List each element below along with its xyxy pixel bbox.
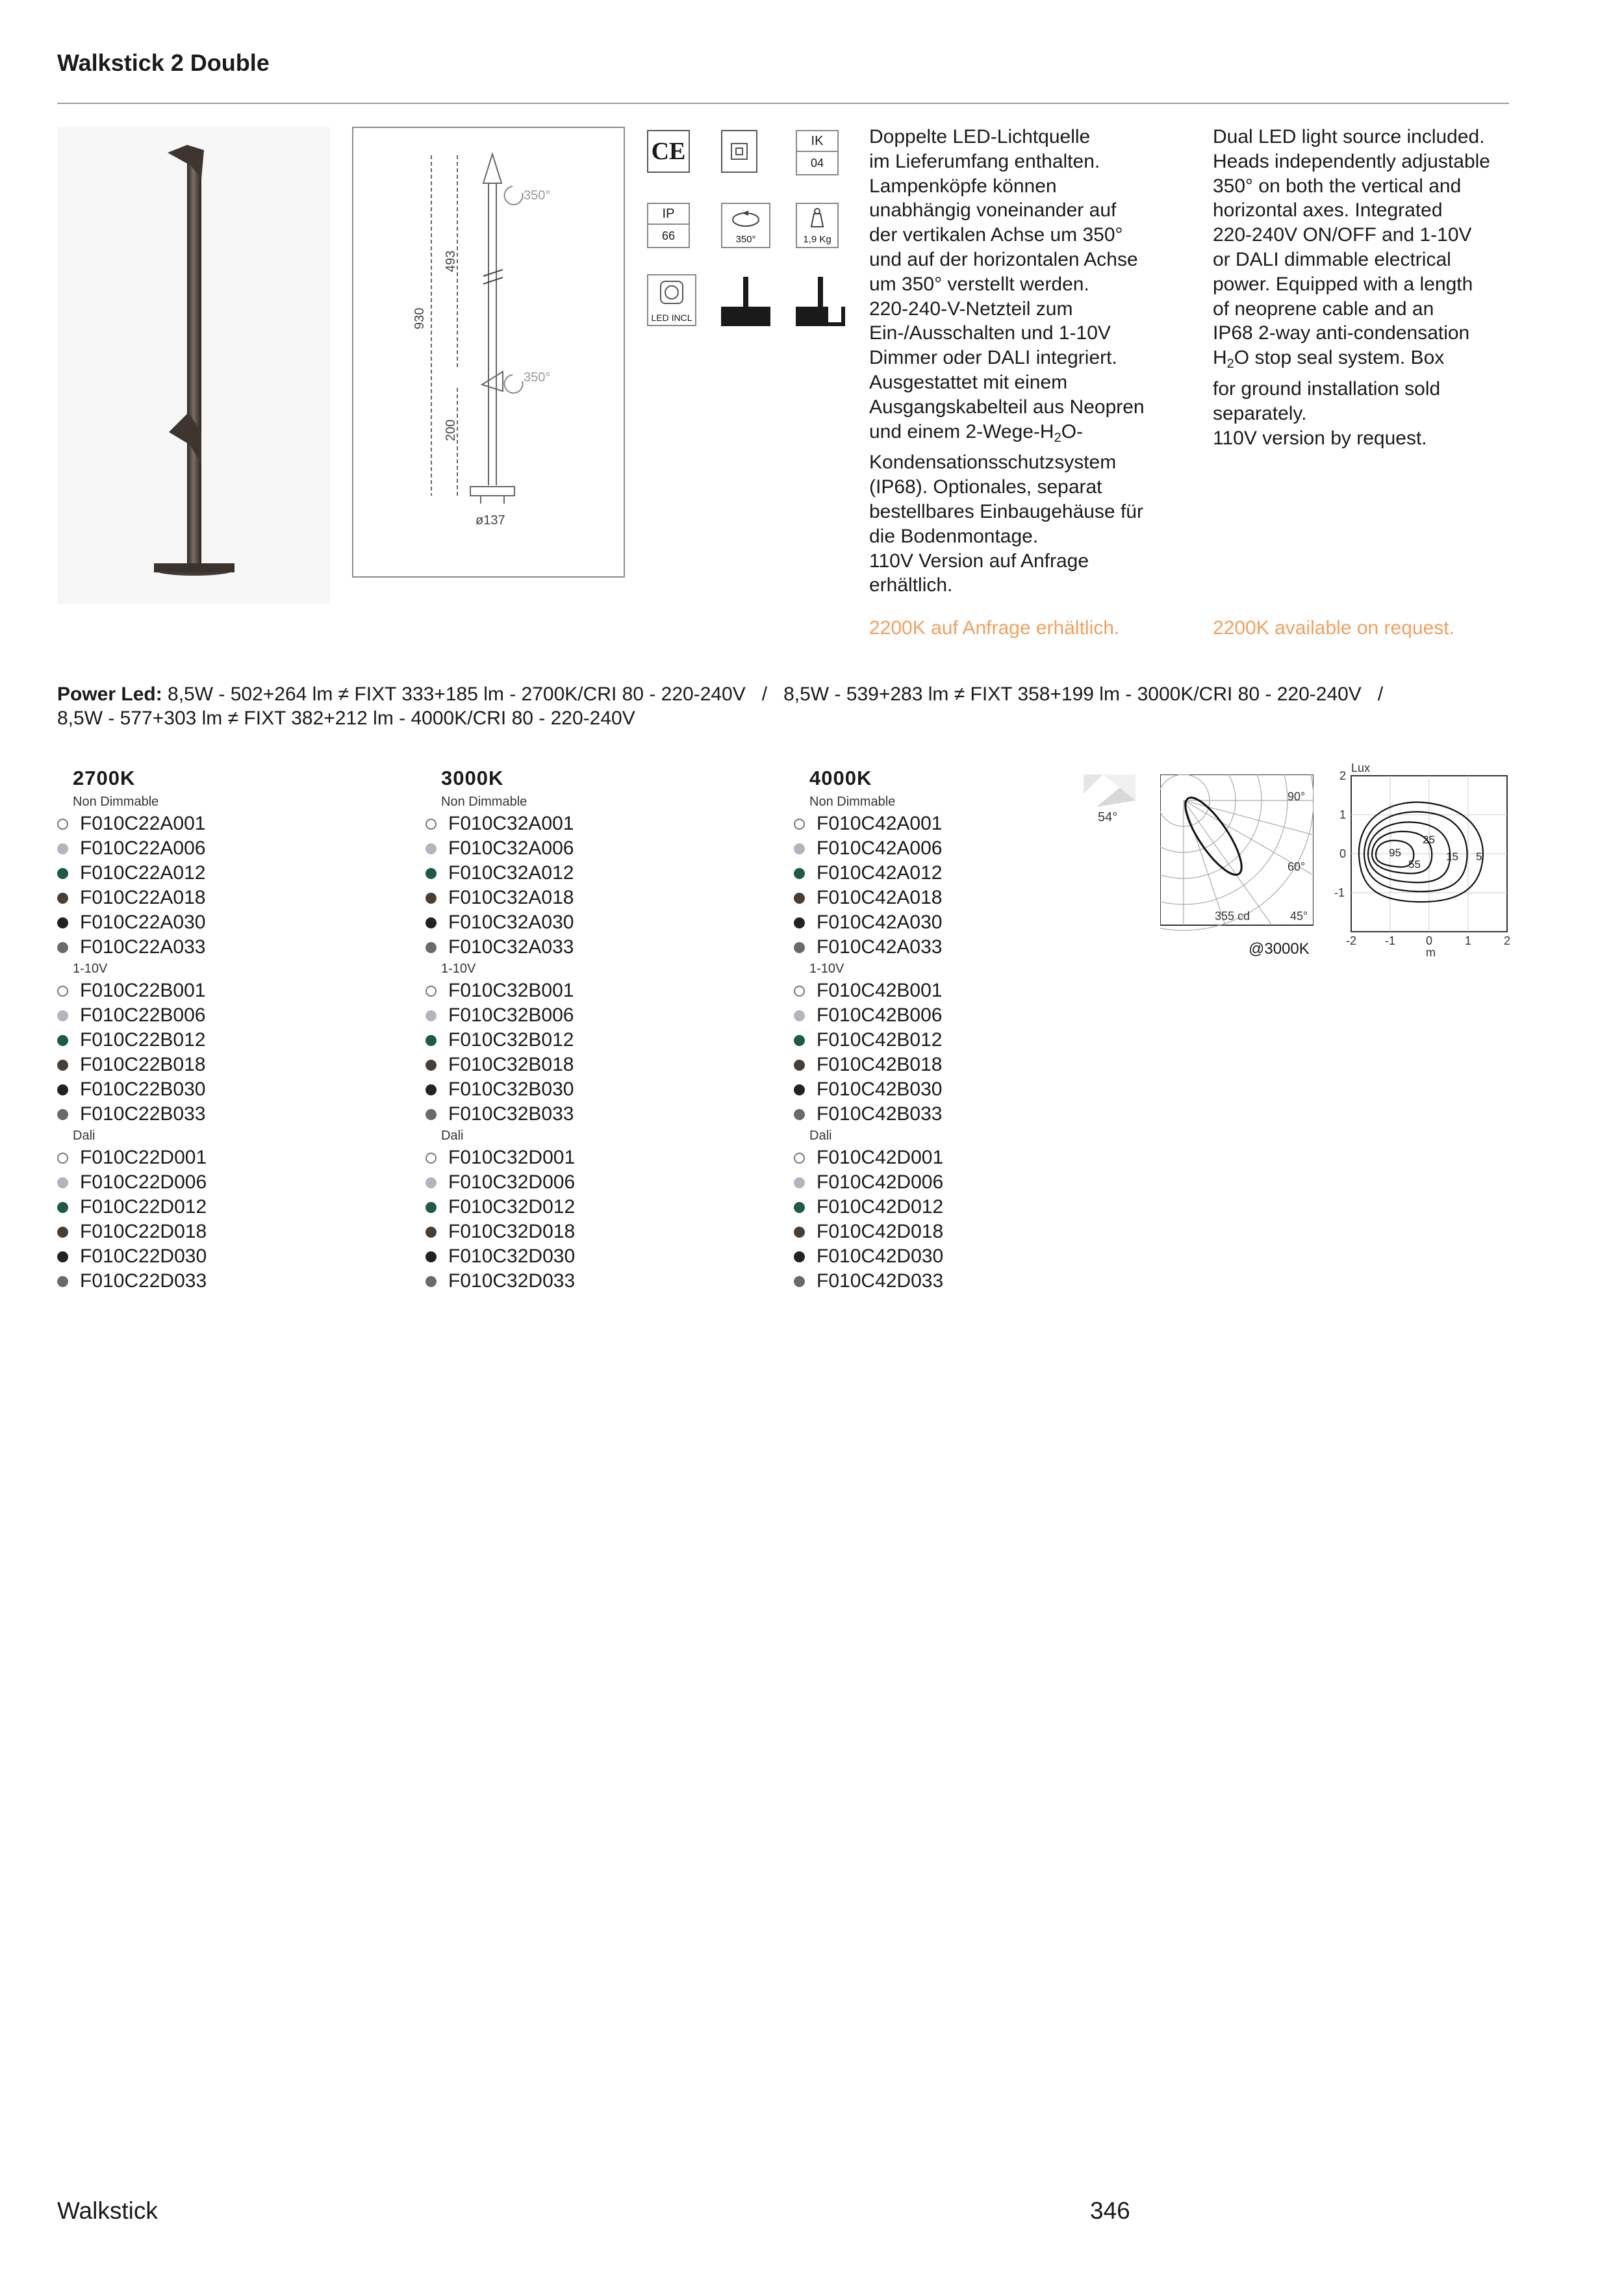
weight-icon bbox=[796, 203, 839, 248]
rotation-value: 350° bbox=[735, 234, 756, 245]
led-included-label: LED INCL bbox=[651, 313, 692, 323]
description-line: im Lieferumfang enthalten. bbox=[869, 150, 1100, 172]
product-code-row bbox=[57, 910, 207, 935]
finish-color-swatch bbox=[57, 1153, 68, 1164]
description-line: der vertikalen Achse um 350° bbox=[869, 224, 1123, 246]
product-code: F010C42B006 bbox=[817, 1004, 943, 1026]
finish-color-swatch bbox=[57, 986, 68, 997]
product-code-row bbox=[425, 886, 575, 910]
description-line: unabhängig voneinander auf bbox=[869, 199, 1117, 222]
product-code: F010C42B018 bbox=[817, 1054, 943, 1075]
ce-mark-text: CE bbox=[651, 138, 686, 165]
class-ii-icon bbox=[721, 130, 757, 173]
product-code: F010C22A012 bbox=[80, 862, 206, 884]
group-label: Dali bbox=[441, 1129, 464, 1143]
description-line: die Bodenmontage. bbox=[869, 525, 1039, 547]
lux-x1: -1 bbox=[1385, 934, 1396, 947]
description-line: of neoprene cable and an bbox=[1213, 298, 1434, 320]
finish-color-swatch bbox=[794, 893, 805, 904]
description-line: separately. bbox=[1213, 402, 1307, 424]
product-code: F010C22D018 bbox=[80, 1221, 207, 1242]
finish-color-swatch bbox=[794, 1202, 805, 1213]
finish-color-swatch bbox=[425, 1109, 437, 1120]
product-code: F010C22A030 bbox=[80, 912, 206, 933]
weight-value: 1,9 Kg bbox=[803, 234, 831, 245]
power-label: Power Led: bbox=[57, 683, 162, 705]
polar-45: 45° bbox=[1290, 910, 1308, 923]
product-code: F010C22D012 bbox=[80, 1196, 207, 1218]
lux-x3: 1 bbox=[1465, 934, 1472, 947]
dim-upper: 493 bbox=[444, 250, 458, 272]
codes-column-3000k bbox=[425, 767, 575, 1294]
product-code: F010C42A018 bbox=[817, 887, 943, 908]
lux-x2: 0 bbox=[1426, 934, 1433, 947]
product-code-row bbox=[425, 1170, 575, 1195]
product-code-row bbox=[425, 978, 575, 1003]
product-code-row bbox=[794, 1269, 943, 1294]
footer-section: Walkstick bbox=[57, 2197, 158, 2224]
finish-color-swatch bbox=[794, 843, 805, 854]
description-de-lines-2 bbox=[869, 450, 1194, 598]
polar-diagram bbox=[1160, 774, 1313, 937]
product-code-row bbox=[57, 1145, 207, 1170]
product-code: F010C22D006 bbox=[80, 1171, 207, 1193]
finish-color-swatch bbox=[57, 868, 68, 879]
finish-color-swatch bbox=[794, 1276, 805, 1287]
description-line: or DALI dimmable electrical bbox=[1213, 248, 1451, 270]
description-line: 110V Version auf Anfrage bbox=[869, 550, 1089, 572]
finish-color-swatch bbox=[57, 1177, 68, 1188]
product-code: F010C42A030 bbox=[817, 912, 943, 933]
dim-lower: 200 bbox=[444, 419, 458, 441]
column-title: 3000K bbox=[441, 767, 504, 789]
product-code-row bbox=[794, 978, 943, 1003]
floor-mount-icon bbox=[721, 274, 770, 326]
finish-color-swatch bbox=[794, 1109, 805, 1120]
lux-x0: -2 bbox=[1346, 934, 1357, 947]
page-title: Walkstick 2 Double bbox=[57, 49, 270, 76]
product-code: F010C32D030 bbox=[448, 1246, 576, 1267]
product-code-row bbox=[57, 1170, 207, 1195]
finish-color-swatch bbox=[794, 1010, 805, 1021]
lux-ym1: -1 bbox=[1334, 886, 1345, 899]
description-line: Lampenköpfe können bbox=[869, 175, 1057, 197]
product-code-row bbox=[794, 1053, 943, 1077]
product-code-row bbox=[425, 1077, 575, 1102]
finish-color-swatch bbox=[57, 1035, 68, 1046]
product-code-row bbox=[425, 1028, 575, 1053]
product-code: F010C42B012 bbox=[817, 1029, 943, 1051]
product-code-row bbox=[425, 1053, 575, 1077]
product-code: F010C22D001 bbox=[80, 1147, 207, 1168]
product-code: F010C22D033 bbox=[80, 1270, 207, 1292]
product-code: F010C32D006 bbox=[448, 1171, 576, 1193]
group-label: Non Dimmable bbox=[441, 795, 527, 809]
description-line: horizontal axes. Integrated bbox=[1213, 199, 1443, 222]
dim-diameter: ø137 bbox=[476, 513, 505, 528]
product-code: F010C32A006 bbox=[448, 837, 574, 859]
polar-cd: 355 cd bbox=[1215, 910, 1250, 923]
description-en-lines-2 bbox=[1213, 377, 1538, 450]
product-code-row bbox=[57, 978, 207, 1003]
finish-color-swatch bbox=[57, 819, 68, 830]
product-code-row bbox=[794, 1102, 943, 1127]
product-code: F010C22A018 bbox=[80, 887, 206, 908]
product-code-row bbox=[794, 1028, 943, 1053]
lux-y2: 2 bbox=[1339, 769, 1347, 782]
description-line: 220-240-V-Netzteil zum bbox=[869, 298, 1073, 320]
description-line: und auf der horizontalen Achse bbox=[869, 248, 1138, 270]
finish-color-swatch bbox=[57, 1202, 68, 1213]
finish-color-swatch bbox=[57, 1084, 68, 1095]
description-line: Kondensationsschutzsystem bbox=[869, 452, 1117, 474]
ip-label: IP bbox=[648, 204, 689, 225]
finish-color-swatch bbox=[794, 1251, 805, 1262]
description-line: power. Equipped with a length bbox=[1213, 273, 1473, 295]
product-code: F010C32A030 bbox=[448, 912, 574, 933]
note-de: 2200K auf Anfrage erhältlich. bbox=[869, 617, 1120, 639]
finish-color-swatch bbox=[794, 868, 805, 879]
description-en-h2o-line: $H_2O$ stop seal system. Box bbox=[1213, 347, 1445, 372]
lux-level-95: 95 bbox=[1389, 847, 1401, 859]
product-code-row bbox=[57, 1195, 207, 1220]
beam-angle-icon bbox=[1084, 774, 1136, 826]
product-code: F010C32B030 bbox=[448, 1079, 574, 1100]
description-line: Dual LED light source included. bbox=[1213, 126, 1485, 147]
product-code: F010C32A001 bbox=[448, 813, 574, 834]
group-label: 1-10V bbox=[809, 962, 844, 976]
finish-color-swatch bbox=[794, 917, 805, 928]
finish-color-swatch bbox=[425, 819, 437, 830]
product-code: F010C42B001 bbox=[817, 980, 943, 1001]
product-code: F010C42A012 bbox=[817, 862, 943, 884]
finish-color-swatch bbox=[57, 1060, 68, 1071]
polar-60: 60° bbox=[1288, 860, 1306, 873]
finish-color-swatch bbox=[425, 1276, 437, 1287]
column-title: 2700K bbox=[73, 767, 136, 789]
description-line: um 350° verstellt werden. bbox=[869, 273, 1089, 295]
page-number: 346 bbox=[1090, 2197, 1130, 2224]
product-code: F010C32B018 bbox=[448, 1054, 574, 1075]
lux-level-25: 25 bbox=[1423, 834, 1435, 846]
polar-reference: @3000K bbox=[1249, 940, 1310, 958]
note-en: 2200K available on request. bbox=[1213, 617, 1454, 639]
lux-y1: 1 bbox=[1339, 808, 1347, 821]
ik-rating-icon bbox=[796, 130, 839, 175]
description-de-lines bbox=[869, 125, 1194, 420]
product-code: F010C42D030 bbox=[817, 1246, 944, 1267]
product-code-row bbox=[794, 910, 943, 935]
column-title: 4000K bbox=[809, 767, 872, 789]
product-code-row bbox=[425, 1003, 575, 1028]
codes-column-4000k bbox=[794, 767, 943, 1294]
product-code-row bbox=[794, 935, 943, 960]
product-code: F010C22B030 bbox=[80, 1079, 206, 1100]
product-code: F010C42B030 bbox=[817, 1079, 943, 1100]
product-code-row bbox=[57, 1028, 207, 1053]
finish-color-swatch bbox=[425, 1153, 437, 1164]
product-code: F010C32A018 bbox=[448, 887, 574, 908]
lux-level-55: 55 bbox=[1408, 858, 1421, 871]
product-code-row bbox=[57, 1269, 207, 1294]
product-code: F010C22A006 bbox=[80, 837, 206, 859]
ip-value: 66 bbox=[661, 229, 676, 242]
finish-color-swatch bbox=[57, 843, 68, 854]
finish-color-swatch bbox=[794, 986, 805, 997]
finish-color-swatch bbox=[425, 1177, 437, 1188]
finish-color-swatch bbox=[57, 1109, 68, 1120]
description-en bbox=[1213, 125, 1538, 450]
finish-color-swatch bbox=[425, 868, 437, 879]
lux-level-15: 15 bbox=[1446, 850, 1458, 863]
finish-color-swatch bbox=[57, 1227, 68, 1238]
product-code-row bbox=[425, 861, 575, 886]
description-line: (IP68). Optionales, separat bbox=[869, 476, 1102, 498]
product-code-row bbox=[794, 1077, 943, 1102]
finish-color-swatch bbox=[794, 1227, 805, 1238]
product-code: F010C32D012 bbox=[448, 1196, 576, 1218]
description-line: Ausgangskabelteil aus Neopren bbox=[869, 396, 1145, 418]
description-line: Dimmer oder DALI integriert. bbox=[869, 347, 1117, 369]
product-code-row bbox=[57, 1220, 207, 1244]
product-code: F010C32B001 bbox=[448, 980, 574, 1001]
description-line: erhältlich. bbox=[869, 574, 953, 596]
power-line-1: 8,5W - 502+264 lm ≠ FIXT 333+185 lm - 2700K/CRI 80 - 220-240V / 8,5W - 539+283 lm ≠ FIXT 358+199 lm - 3000K/CRI 80 - 220-240V / bbox=[162, 683, 1384, 705]
product-code: F010C32A033 bbox=[448, 936, 574, 958]
product-code-row bbox=[57, 811, 207, 836]
description-line: Ein-/Ausschalten und 1-10V bbox=[869, 322, 1111, 344]
lux-level-5: 5 bbox=[1476, 850, 1482, 863]
lux-y0: 0 bbox=[1339, 847, 1347, 860]
group-label: Non Dimmable bbox=[809, 795, 896, 809]
group-label: Non Dimmable bbox=[73, 795, 159, 809]
description-de-h2o-line: und einem $2-Wege-H_2O-$ bbox=[869, 420, 1084, 445]
dim-total: 930 bbox=[412, 307, 427, 329]
product-code: F010C22B001 bbox=[80, 980, 206, 1001]
product-code-row bbox=[425, 836, 575, 861]
product-code: F010C32D001 bbox=[448, 1147, 576, 1168]
finish-color-swatch bbox=[425, 893, 437, 904]
codes-column-2700k bbox=[57, 767, 207, 1294]
dim-rotation-mid: 350° bbox=[524, 370, 551, 385]
product-code-row bbox=[425, 1145, 575, 1170]
ip-rating-icon bbox=[647, 203, 690, 248]
description-line: 110V version by request. bbox=[1213, 427, 1427, 449]
finish-color-swatch bbox=[794, 1153, 805, 1164]
product-code: F010C32A012 bbox=[448, 862, 574, 884]
product-code: F010C42A006 bbox=[817, 837, 943, 859]
product-code: F010C42A001 bbox=[817, 813, 943, 834]
finish-color-swatch bbox=[425, 1202, 437, 1213]
group-label: 1-10V bbox=[73, 962, 108, 976]
product-code-row bbox=[57, 886, 207, 910]
description-line: Doppelte LED-Lichtquelle bbox=[869, 126, 1091, 147]
product-code-row bbox=[57, 1077, 207, 1102]
ce-mark-icon bbox=[647, 130, 690, 173]
product-code: F010C22B006 bbox=[80, 1004, 206, 1026]
product-code: F010C22A001 bbox=[80, 813, 206, 834]
finish-color-swatch bbox=[57, 1010, 68, 1021]
product-code: F010C32B012 bbox=[448, 1029, 574, 1051]
product-code-row bbox=[425, 1195, 575, 1220]
ik-label: IK bbox=[797, 131, 837, 152]
product-code: F010C42B033 bbox=[817, 1103, 943, 1125]
group-label: 1-10V bbox=[441, 962, 476, 976]
product-code-row bbox=[57, 1003, 207, 1028]
finish-color-swatch bbox=[425, 986, 437, 997]
finish-color-swatch bbox=[425, 1035, 437, 1046]
product-code-row bbox=[57, 935, 207, 960]
header-divider bbox=[57, 103, 1509, 104]
product-code-row bbox=[794, 1170, 943, 1195]
description-line: 350° on both the vertical and bbox=[1213, 175, 1462, 197]
product-code: F010C42D033 bbox=[817, 1270, 944, 1292]
product-photo bbox=[57, 127, 330, 604]
product-code-row bbox=[794, 1244, 943, 1269]
product-code-row bbox=[425, 1102, 575, 1127]
product-code: F010C32B006 bbox=[448, 1004, 574, 1026]
product-code-row bbox=[425, 910, 575, 935]
finish-color-swatch bbox=[57, 942, 68, 953]
finish-color-swatch bbox=[425, 942, 437, 953]
description-line: for ground installation sold bbox=[1213, 377, 1441, 400]
lux-x4: 2 bbox=[1504, 934, 1511, 947]
product-code: F010C42A033 bbox=[817, 936, 943, 958]
ground-recessed-icon bbox=[796, 274, 845, 326]
product-code-row bbox=[425, 1244, 575, 1269]
product-code-row bbox=[794, 836, 943, 861]
product-code: F010C32B033 bbox=[448, 1103, 574, 1125]
group-label: Dali bbox=[809, 1129, 832, 1143]
product-code: F010C22A033 bbox=[80, 936, 206, 958]
description-line: 220-240V ON/OFF and 1-10V bbox=[1213, 224, 1472, 246]
product-code-row bbox=[794, 1220, 943, 1244]
rotation-icon bbox=[721, 203, 770, 248]
product-code: F010C22B012 bbox=[80, 1029, 206, 1051]
finish-color-swatch bbox=[794, 819, 805, 830]
description-line: Ausgestattet mit einem bbox=[869, 371, 1068, 393]
lux-unit: m bbox=[1426, 946, 1436, 959]
description-de bbox=[869, 125, 1194, 598]
dim-rotation-top: 350° bbox=[524, 188, 551, 203]
product-code-row bbox=[57, 1102, 207, 1127]
description-en-lines bbox=[1213, 125, 1538, 346]
product-code-row bbox=[794, 861, 943, 886]
polar-90: 90° bbox=[1288, 790, 1306, 803]
product-code: F010C42D018 bbox=[817, 1221, 944, 1242]
finish-color-swatch bbox=[57, 893, 68, 904]
finish-color-swatch bbox=[794, 1084, 805, 1095]
power-line-2: 8,5W - 577+303 lm ≠ FIXT 382+212 lm - 4000K/CRI 80 - 220-240V bbox=[57, 708, 635, 729]
finish-color-swatch bbox=[425, 1251, 437, 1262]
finish-color-swatch bbox=[794, 1177, 805, 1188]
product-code: F010C42D006 bbox=[817, 1171, 944, 1193]
finish-color-swatch bbox=[794, 1035, 805, 1046]
product-code-row bbox=[794, 1145, 943, 1170]
finish-color-swatch bbox=[425, 917, 437, 928]
product-code-row bbox=[57, 1053, 207, 1077]
led-included-icon bbox=[647, 274, 696, 326]
finish-color-swatch bbox=[425, 1084, 437, 1095]
product-code-row bbox=[425, 935, 575, 960]
product-code-row bbox=[57, 1244, 207, 1269]
finish-color-swatch bbox=[57, 1276, 68, 1287]
product-code-row bbox=[425, 1220, 575, 1244]
product-code: F010C32D018 bbox=[448, 1221, 576, 1242]
finish-color-swatch bbox=[57, 1251, 68, 1262]
product-code-row bbox=[794, 811, 943, 836]
product-code: F010C32D033 bbox=[448, 1270, 576, 1292]
product-code-row bbox=[57, 836, 207, 861]
product-code-row bbox=[425, 811, 575, 836]
product-code-row bbox=[425, 1269, 575, 1294]
finish-color-swatch bbox=[57, 917, 68, 928]
power-led-specs bbox=[57, 682, 1551, 730]
lux-diagram bbox=[1332, 758, 1520, 959]
description-line: Heads independently adjustable bbox=[1213, 150, 1490, 172]
product-code: F010C42D001 bbox=[817, 1147, 944, 1168]
finish-color-swatch bbox=[425, 1010, 437, 1021]
lux-title: Lux bbox=[1351, 761, 1371, 774]
product-code-row bbox=[794, 1003, 943, 1028]
description-line: IP68 2-way anti-condensation bbox=[1213, 322, 1470, 344]
product-code-row bbox=[57, 861, 207, 886]
finish-color-swatch bbox=[425, 843, 437, 854]
description-line: bestellbares Einbaugehäuse für bbox=[869, 500, 1143, 522]
product-code-row bbox=[794, 886, 943, 910]
group-label: Dali bbox=[73, 1129, 95, 1143]
finish-color-swatch bbox=[425, 1060, 437, 1071]
technical-drawing bbox=[352, 127, 625, 578]
finish-color-swatch bbox=[794, 942, 805, 953]
product-code: F010C42D012 bbox=[817, 1196, 944, 1218]
product-code: F010C22B018 bbox=[80, 1054, 206, 1075]
product-code: F010C22B033 bbox=[80, 1103, 206, 1125]
finish-color-swatch bbox=[425, 1227, 437, 1238]
beam-angle-value: 54° bbox=[1098, 810, 1118, 824]
finish-color-swatch bbox=[794, 1060, 805, 1071]
product-code: F010C22D030 bbox=[80, 1246, 207, 1267]
ik-value: 04 bbox=[810, 157, 824, 170]
product-code-row bbox=[794, 1195, 943, 1220]
